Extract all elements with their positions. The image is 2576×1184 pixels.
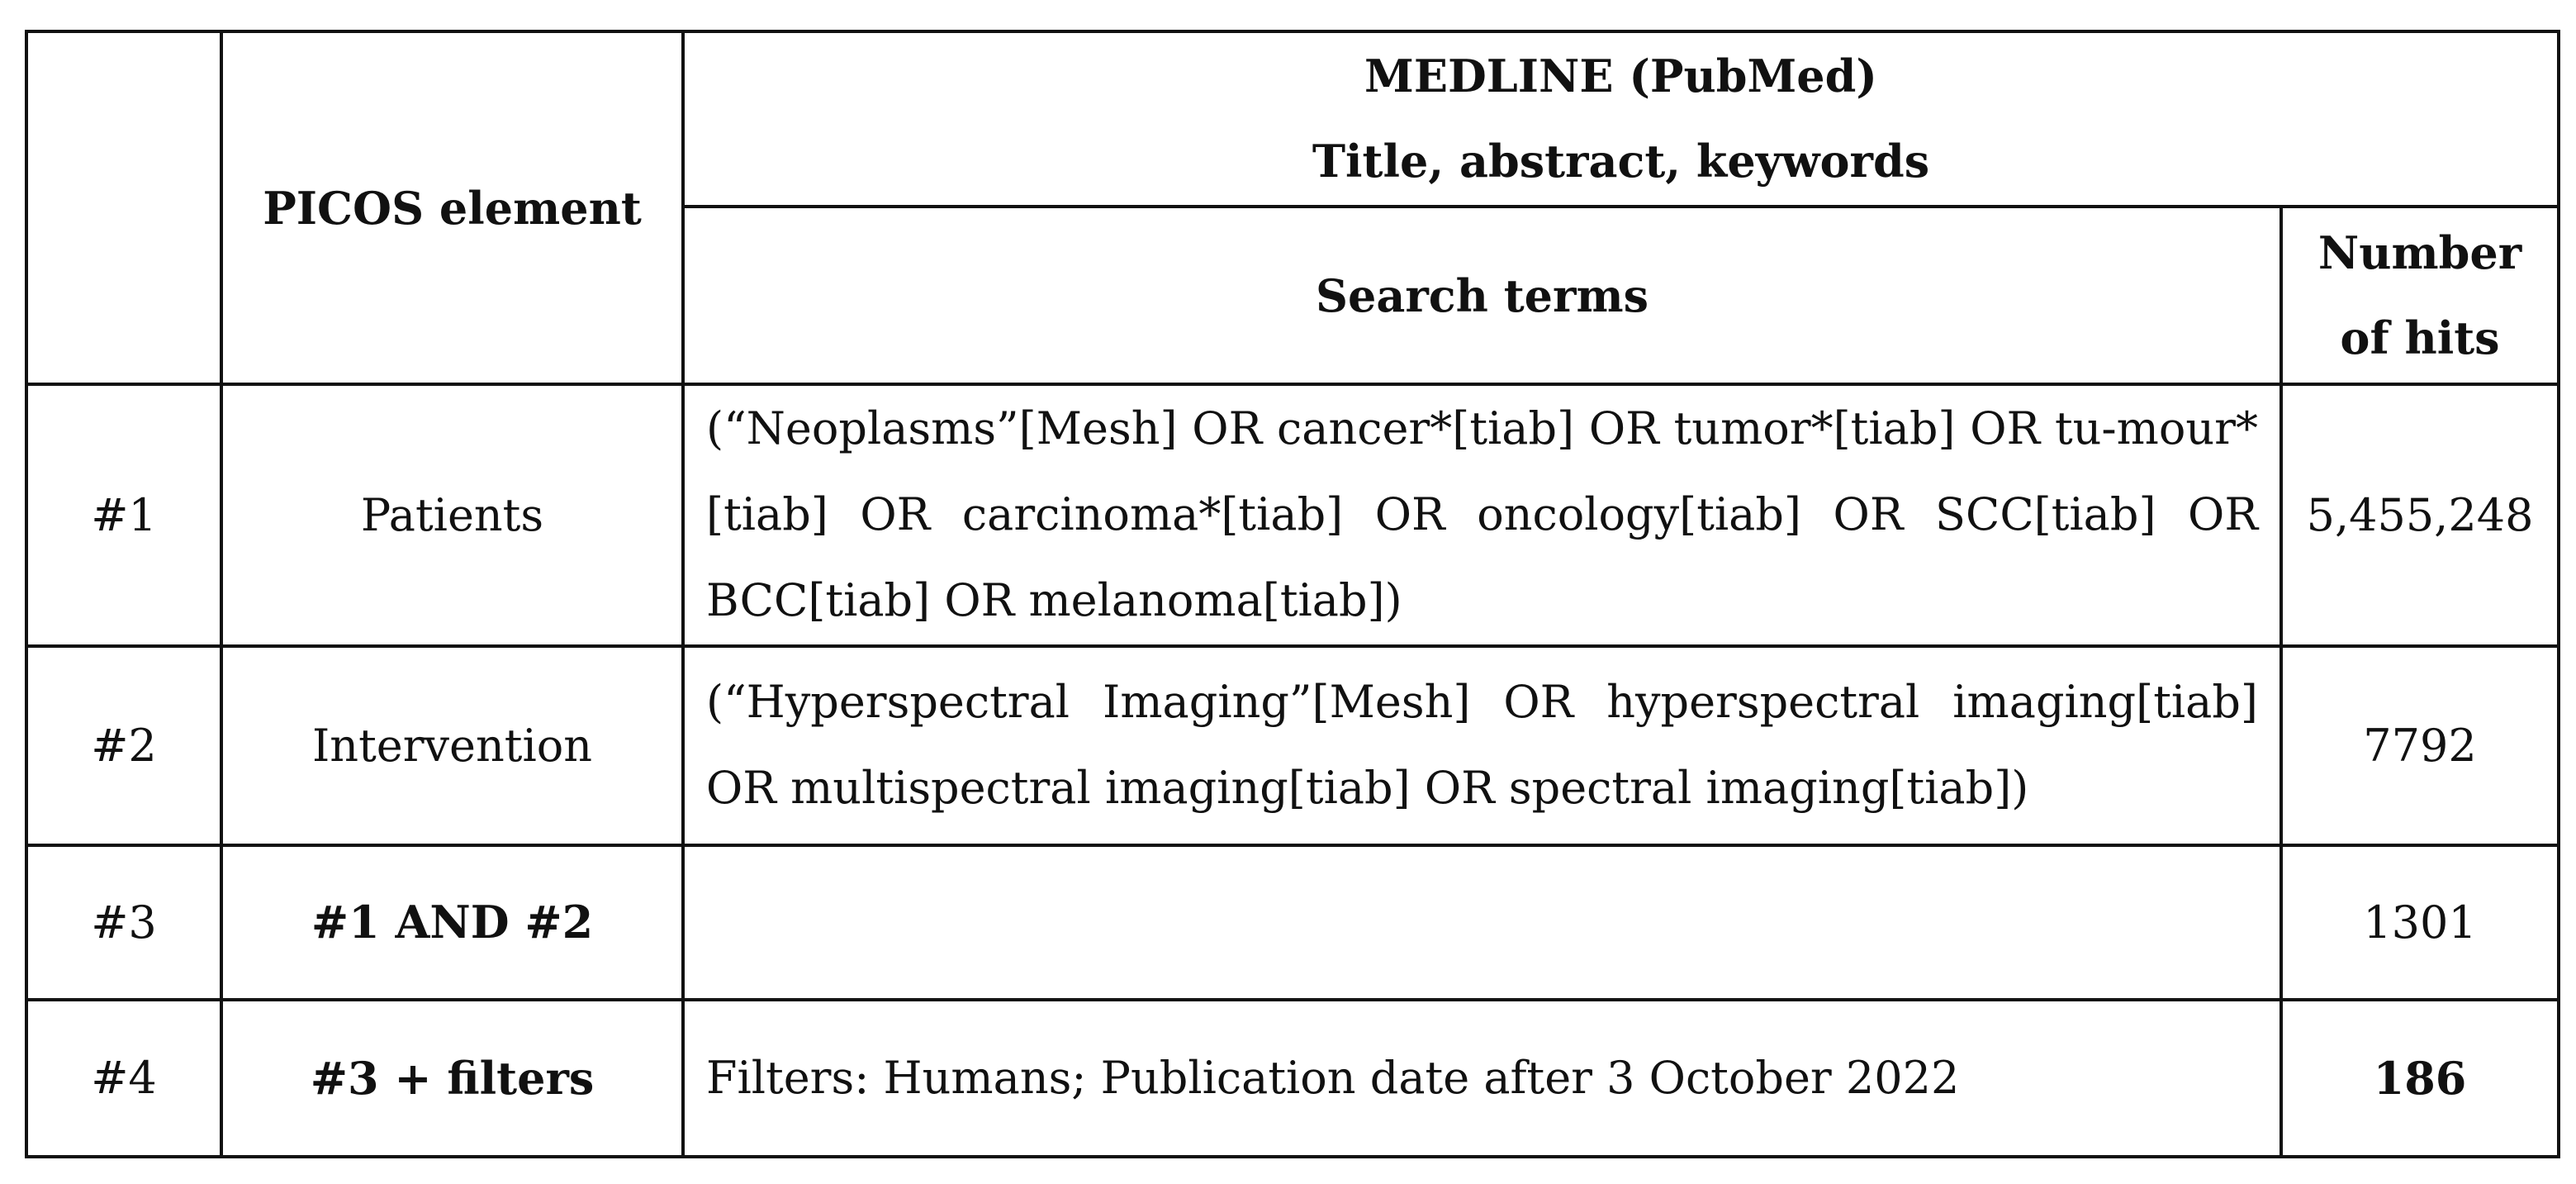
database-header xyxy=(683,31,2559,207)
picos-element: Patients xyxy=(221,384,683,646)
search-terms: (“Hyperspectral Imaging”[Mesh] OR hyperspectral imaging[tiab] OR multispectral imaging[tiab] OR spectral imaging[tiab]) xyxy=(683,646,2281,845)
hits-header-line-1: Number xyxy=(2317,226,2522,279)
header-id-cell xyxy=(26,31,221,384)
row-id: #2 xyxy=(26,646,221,845)
search-terms: Filters: Humans; Publication date after 3 October 2022 xyxy=(683,1000,2281,1157)
table-row xyxy=(26,384,2559,646)
table-row xyxy=(26,1000,2559,1157)
picos-element: #1 AND #2 xyxy=(221,845,683,1000)
picos-element-header: PICOS element xyxy=(221,31,683,384)
hits-header-line-2: of hits xyxy=(2340,311,2500,364)
number-of-hits: 5,455,248 xyxy=(2281,384,2559,646)
row-id: #1 xyxy=(26,384,221,646)
search-terms xyxy=(683,845,2281,1000)
header-row-top xyxy=(26,31,2559,207)
number-of-hits: 1301 xyxy=(2281,845,2559,1000)
row-id: #4 xyxy=(26,1000,221,1157)
picos-element: Intervention xyxy=(221,646,683,845)
picos-element: #3 + filters xyxy=(221,1000,683,1157)
table-row xyxy=(26,646,2559,845)
search-terms: (“Neoplasms”[Mesh] OR cancer*[tiab] OR tumor*[tiab] OR tu-mour*[tiab] OR carcinoma*[tiab] OR oncology[tiab] OR SCC[tiab] OR BCC[tiab] OR melanoma[tiab]) xyxy=(683,384,2281,646)
search-strategy-table xyxy=(25,30,2560,1158)
database-fields: Title, abstract, keywords xyxy=(1312,135,1930,188)
number-of-hits: 7792 xyxy=(2281,646,2559,845)
table-row xyxy=(26,845,2559,1000)
search-terms-header: Search terms xyxy=(683,207,2281,384)
number-of-hits: 186 xyxy=(2281,1000,2559,1157)
row-id: #3 xyxy=(26,845,221,1000)
database-name: MEDLINE (PubMed) xyxy=(1364,50,1877,103)
number-of-hits-header xyxy=(2281,207,2559,384)
